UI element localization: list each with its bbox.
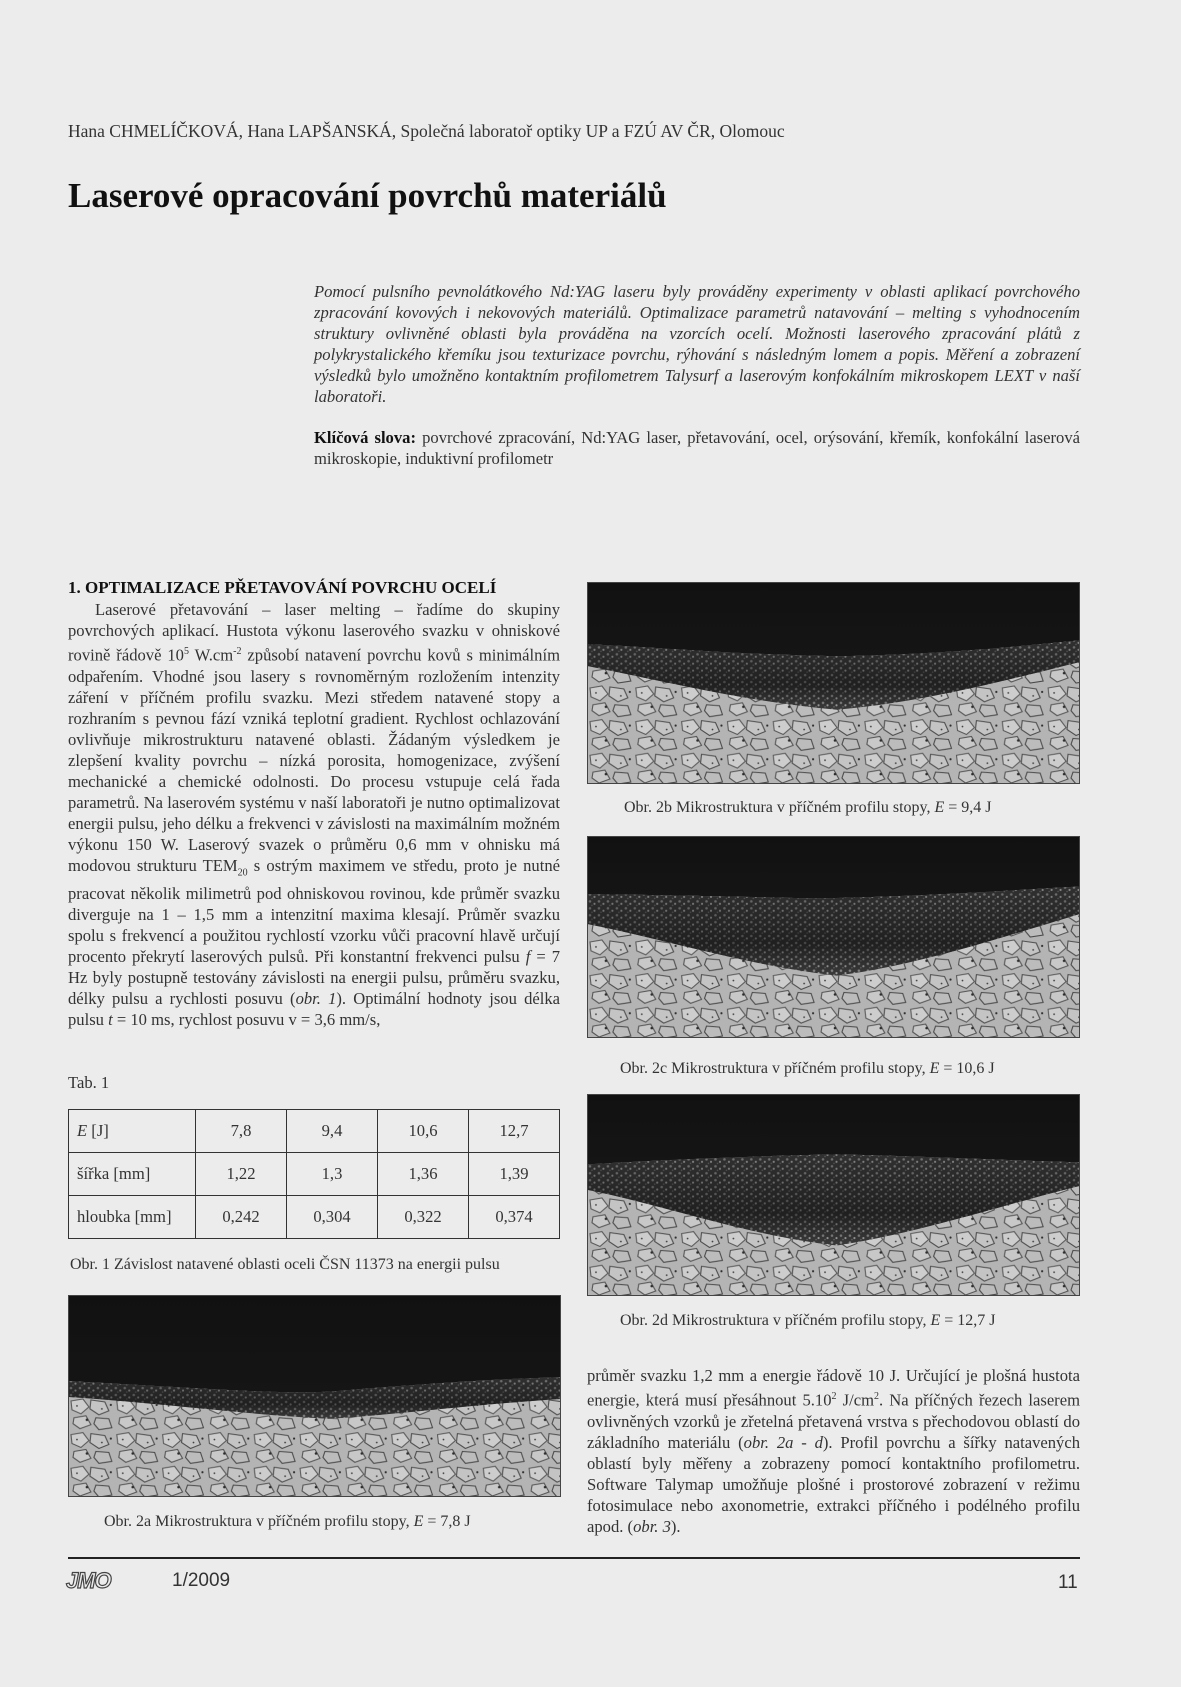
abstract: Pomocí pulsního pevnolátkového Nd:YAG laseru byly prováděny experimenty v oblasti aplikací povrchového zpracování kovových i nekovových materiálů. Optimalizace parametrů natavování – melting s vyhodnocením struktury ovlivněné oblasti byla prováděna na vzorcích ocelí. Možnosti laserového zpracování plátů z polykrystalického křemíku jsou texturizace povrchu, rýhování s následným lomem a popis. Měření a zobrazení výsledků bylo umožněno kontaktním profilometrem Talysurf a laserovým konfokálním mikroskopem LEXT v naší laboratoři. bbox=[314, 282, 1080, 406]
caption-symbol: E bbox=[930, 1312, 941, 1329]
text-run: s ostrým maximem ve středu, proto je nutné pracovat několik milimetrů pod ohniskovou rovinou, kde průměr svazku diverguje na 1 – 1,5 mm a intenzitní maxima klesají. Průměr svazku spolu s frekvencí a použitou rychlostí vzorku vůči pracovní hlavě určují procento překrytí laserových pulsů. Při konstantní frekvenci pulsu bbox=[68, 855, 560, 966]
micrograph-2a bbox=[68, 1295, 561, 1497]
table-row-header: hloubka [mm] bbox=[69, 1196, 196, 1239]
text-run: = 10 ms, rychlost posuvu v = 3,6 mm/s, bbox=[112, 1009, 381, 1029]
table-label: Tab. 1 bbox=[68, 1073, 110, 1092]
journal-logo: JMO bbox=[66, 1568, 111, 1593]
text-run: Laserové přetavování – laser melting – řadíme do skupiny povrchových aplikací. Hustota výkonu laserového svazku v ohniskové rovině řádově 10 bbox=[68, 600, 560, 665]
authors-line: Hana CHMELÍČKOVÁ, Hana LAPŠANSKÁ, Společná laboratoř optiky UP a FZÚ AV ČR, Olomouc bbox=[68, 121, 785, 141]
keywords-text: povrchové zpracování, Nd:YAG laser, přetavování, ocel, orýsování, křemík, konfokální laserová mikroskopie, induktivní profilometr bbox=[314, 428, 1080, 468]
page-number: 11 bbox=[1058, 1572, 1078, 1593]
table-cell: 0,304 bbox=[287, 1196, 378, 1239]
superscript: -2 bbox=[233, 646, 242, 657]
footer-rule bbox=[68, 1557, 1080, 1559]
text-run: J/cm bbox=[836, 1390, 874, 1410]
article-title: Laserové opracování povrchů materiálů bbox=[68, 176, 667, 215]
table-cell: 7,8 bbox=[196, 1110, 287, 1153]
table-cell: 1,3 bbox=[287, 1153, 378, 1196]
figure-2b-caption bbox=[624, 799, 992, 817]
section1-paragraph-2 bbox=[587, 1365, 1080, 1537]
figure-1-caption: Obr. 1 Závislost natavené oblasti oceli ČSN 11373 na energii pulsu bbox=[70, 1256, 500, 1273]
table-row-header: šířka [mm] bbox=[69, 1153, 196, 1196]
text-run: ). Optimální hodnoty jsou délka pulsu bbox=[68, 988, 560, 1029]
issue-number: 1/2009 bbox=[172, 1570, 231, 1591]
caption-value: = 12,7 J bbox=[940, 1312, 996, 1329]
caption-value: = 10,6 J bbox=[939, 1060, 995, 1077]
caption-text: Obr. 2b Mikrostruktura v příčném profilu stopy, bbox=[624, 799, 935, 816]
caption-symbol: E bbox=[929, 1060, 940, 1077]
superscript: 2 bbox=[874, 1391, 879, 1402]
text-run: = 7 Hz byly postupně testovány závislosti na energii pulsu, průměru svazku, délky pulsu a rychlosti posuvu ( bbox=[68, 946, 560, 1008]
caption-value: = 9,4 J bbox=[944, 799, 992, 816]
table-cell: 9,4 bbox=[287, 1110, 378, 1153]
text-run: ). Profil povrchu a šířky natavených oblastí byly měřeny a zobrazeny pomocí kontaktního profilometru. Software Talymap umožňuje plošné i prostorové zobrazení v režimu fotosimulace nebo axonometrie, extrakci příčného i podélného profilu apod. ( bbox=[587, 1432, 1080, 1536]
figure-reference: obr. 1 bbox=[295, 988, 337, 1008]
caption-symbol: E bbox=[413, 1513, 424, 1530]
caption-text: Obr. 2a Mikrostruktura v příčném profilu stopy, bbox=[104, 1513, 414, 1530]
left-column bbox=[68, 578, 560, 1030]
caption-value: = 7,8 J bbox=[423, 1513, 471, 1530]
table-cell: 1,22 bbox=[196, 1153, 287, 1196]
text-run: způsobí natavení povrchu kovů s minimálním odpařením. Vhodné jsou lasery s rovnoměrným rozložením intenzity záření v příčném profilu svazku. Mezi středem natavené stopy a rozhraním s pevnou fází vzniká teplotní gradient. Rychlost ochlazování ovlivňuje mikrostrukturu natavené oblasti. Žádaným výsledkem je zlepšení kvality povrchu – nízká porosita, homogenizace, zvýšení mechanické a chemické odolnosti. Do procesu vstupuje celá řada parametrů. Na laserovém systému v naší laboratoři je nutno optimalizovat energii pulsu, jeho délku a frekvenci v závislosti na maximálním možném výkonu 150 W. Laserový svazek o průměru 0,6 mm v ohnisku má modovou strukturu TEM bbox=[68, 645, 560, 875]
data-table bbox=[68, 1109, 560, 1239]
text-run: ). bbox=[670, 1516, 681, 1536]
table-cell: 0,374 bbox=[469, 1196, 560, 1239]
table-row bbox=[69, 1153, 560, 1196]
figure-2c-caption bbox=[620, 1060, 995, 1078]
table-cell: 1,39 bbox=[469, 1153, 560, 1196]
superscript: 2 bbox=[831, 1391, 837, 1402]
subscript: 20 bbox=[237, 866, 248, 878]
figure-reference: obr. 2a - d bbox=[743, 1432, 823, 1452]
figure-reference: obr. 3 bbox=[633, 1516, 671, 1536]
table-row-header: E [J] bbox=[69, 1110, 196, 1153]
text-run: průměr svazku 1,2 mm a energie řádově 10 J. Určující je plošná hustota energie, která musí přesáhnout 5.10 bbox=[587, 1366, 1080, 1410]
table-cell: 0,242 bbox=[196, 1196, 287, 1239]
text-run: W.cm bbox=[188, 645, 234, 665]
micrograph-2b bbox=[587, 582, 1080, 784]
table-row bbox=[69, 1196, 560, 1239]
table-row bbox=[69, 1110, 560, 1153]
micrograph-2d bbox=[587, 1094, 1080, 1296]
table-cell: 1,36 bbox=[378, 1153, 469, 1196]
caption-symbol: E bbox=[934, 799, 945, 816]
table-cell: 10,6 bbox=[378, 1110, 469, 1153]
table-cell: 0,322 bbox=[378, 1196, 469, 1239]
italic-symbol: t bbox=[108, 1009, 113, 1029]
right-column-text bbox=[587, 1365, 1080, 1537]
section1-paragraph-1 bbox=[68, 599, 560, 1030]
table-cell: 12,7 bbox=[469, 1110, 560, 1153]
text-run: . Na příčných řezech laserem ovlivněných vzorků je zřetelná přetavená vrstva s přechodovou oblastí do základního materiálu ( bbox=[587, 1390, 1080, 1452]
micrograph-2c bbox=[587, 836, 1080, 1038]
italic-symbol: f bbox=[525, 946, 531, 966]
keywords-label: Klíčová slova: bbox=[314, 428, 416, 447]
caption-text: Obr. 2d Mikrostruktura v příčném profilu stopy, bbox=[620, 1312, 931, 1329]
section-heading: 1. OPTIMALIZACE PŘETAVOVÁNÍ POVRCHU OCELÍ bbox=[68, 578, 497, 597]
figure-2d-caption bbox=[620, 1312, 996, 1330]
caption-text: Obr. 2c Mikrostruktura v příčném profilu stopy, bbox=[620, 1060, 930, 1077]
keywords bbox=[314, 427, 1080, 469]
superscript: 5 bbox=[183, 646, 189, 657]
figure-2a-caption bbox=[104, 1513, 471, 1531]
